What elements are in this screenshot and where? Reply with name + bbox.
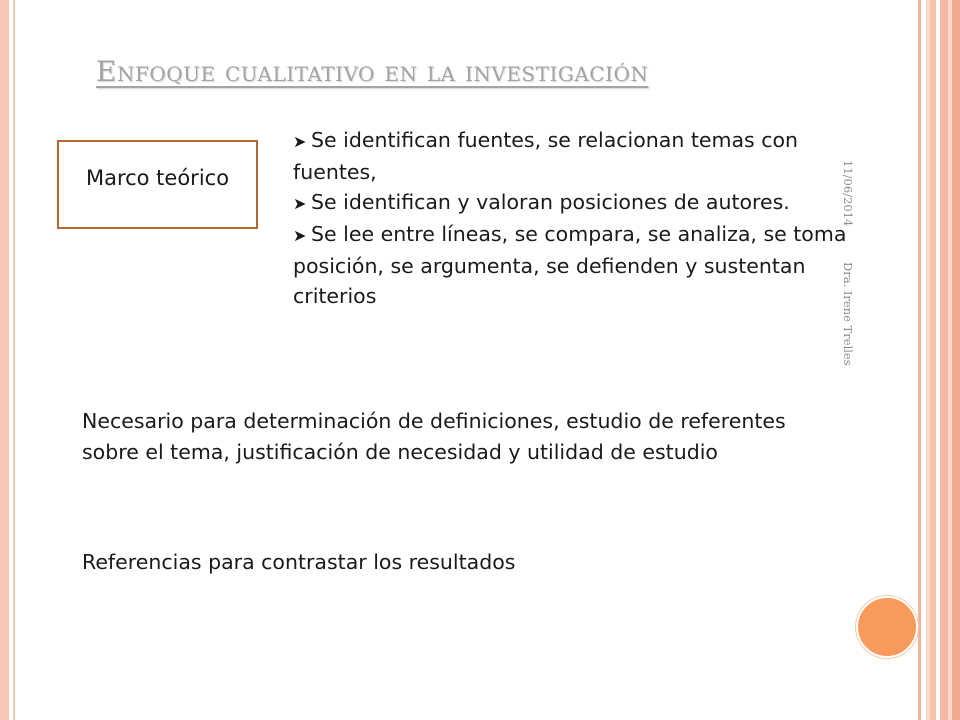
bullet-text: Se identifican y valoran posiciones de autores.: [311, 190, 790, 214]
bullet-item: [293, 187, 853, 219]
arrowhead-bullet-icon: ➤: [293, 226, 307, 245]
marco-teorico-box: [57, 140, 258, 229]
left-decorative-bar: [0, 0, 9, 720]
paragraph-necesario: Necesario para determinación de definiciones, estudio de referentes sobre el tema, justificación de necesidad y utilidad de estudio: [82, 409, 786, 464]
side-author-text: Dra. Irene Trelles: [841, 262, 855, 366]
box-label: Marco teórico: [85, 166, 230, 190]
side-date-text: 11/06/2014: [841, 160, 855, 227]
paragraph-referencias: Referencias para contrastar los resultados: [82, 550, 516, 574]
bullet-item: [293, 125, 853, 187]
arrowhead-bullet-icon: ➤: [293, 132, 307, 151]
bullet-text: Se lee entre líneas, se compara, se analiza, se toma posición, se argumenta, se defienden y sustentan criterios: [293, 222, 847, 308]
arrowhead-bullet-icon: ➤: [293, 194, 307, 213]
left-decorative-line: [13, 0, 15, 720]
bullet-item: [293, 219, 853, 311]
orange-circle-decoration: [856, 596, 918, 658]
slide-title: Enfoque cualitativo en la investigación: [96, 55, 649, 88]
right-decorative-stripes: [918, 0, 960, 720]
bullet-list: [293, 125, 853, 311]
bullet-text: Se identifican fuentes, se relacionan temas con fuentes,: [293, 128, 799, 184]
